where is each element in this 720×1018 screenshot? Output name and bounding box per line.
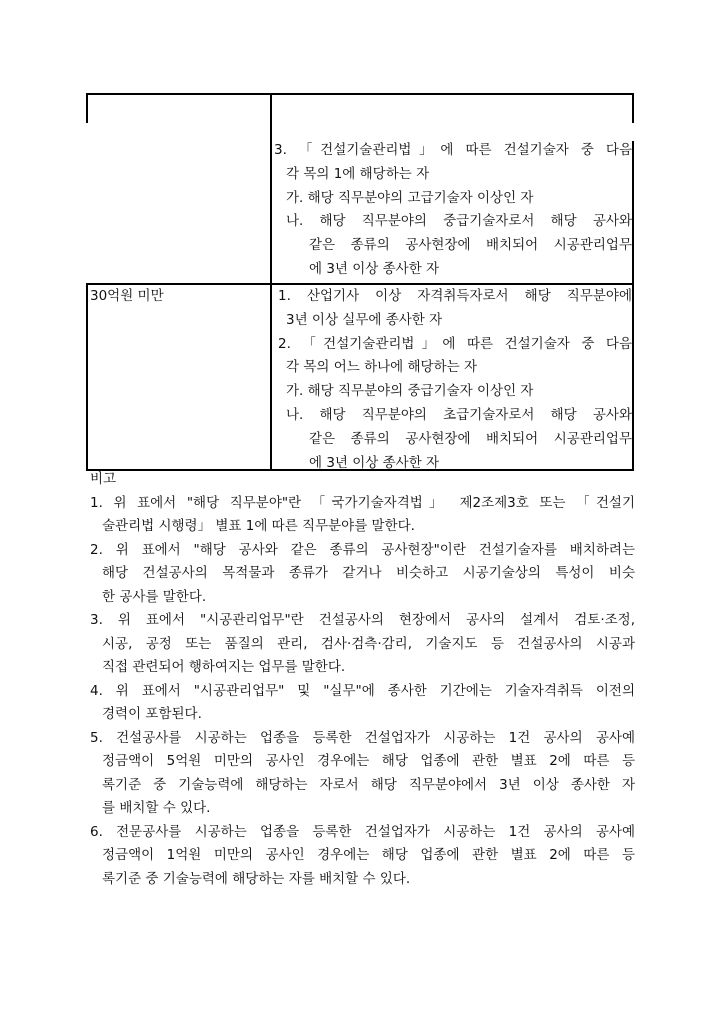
- row-a-line: 각 목의 1에 해당하는 자: [286, 165, 430, 182]
- row-a-line: 같은 종류의 공사현장에 배치되어 시공관리업무: [309, 237, 632, 254]
- row-b-line: 3년 이상 실무에 종사한 자: [286, 311, 443, 328]
- remarks-line: 5. 건설공사를 시공하는 업종을 등록한 건설업자가 시공하는 1건 공사의 공사예: [90, 729, 635, 746]
- remarks-line: 경력이 포함된다.: [102, 706, 202, 722]
- table-right-border: [632, 141, 634, 470]
- remarks-line: 술관리법 시행령」 별표 1에 따른 직무분야를 말한다.: [102, 518, 415, 534]
- remarks-line: 한 공사를 말한다.: [102, 588, 207, 605]
- remarks-line: 정금액이 1억원 미만의 공사인 경우에는 해당 업종에 관한 별표 2에 따른 등: [102, 847, 635, 863]
- table-left-border-top: [86, 93, 88, 123]
- remarks-line: 록기준 중 기술능력에 해당하는 자를 배치할 수 있다.: [102, 870, 411, 887]
- table-left-border: [86, 283, 88, 470]
- row-b-label: 30억원 미만: [90, 288, 164, 304]
- remarks-line: 1. 위 표에서 "해당 직무분야"란 「국가기술자격법」 제2조제3호 또는 「건설기: [90, 494, 635, 511]
- remarks-line: 직접 관련되어 행하여지는 업무를 말한다.: [102, 659, 346, 675]
- row-b-line: 각 목의 어느 하나에 해당하는 자: [286, 359, 477, 376]
- remarks-line: 6. 전문공사를 시공하는 업종을 등록한 건설업자가 시공하는 1건 공사의 공사예: [90, 823, 635, 840]
- row-a-content: [274, 139, 632, 282]
- remarks-line: 2. 위 표에서 "해당 공사와 같은 종류의 공사현장"이란 건설기술자를 배치하려는: [90, 541, 635, 558]
- remarks-line: 3. 위 표에서 "시공관리업무"란 건설공사의 현장에서 공사의 설계서 검토·조정,: [90, 612, 635, 628]
- row-b-line: 1. 산업기사 이상 자격취득자로서 해당 직무분야에: [278, 288, 632, 304]
- remarks-line: 록기준 중 기술능력에 해당하는 자로서 해당 직무분야에서 3년 이상 종사한 자: [102, 776, 635, 793]
- row-b-line: 가. 해당 직무분야의 중급기술자 이상인 자: [286, 383, 534, 400]
- table-column-divider: [270, 93, 272, 470]
- row-a-line: 나. 해당 직무분야의 중급기술자로서 해당 공사와: [286, 213, 632, 230]
- row-b-line: 나. 해당 직무분야의 초급기술자로서 해당 공사와: [286, 406, 632, 423]
- row-b-line: 에 3년 이상 종사한 자: [309, 454, 440, 471]
- row-b-line: 2. 「건설기술관리법」에 따른 건설기술자 중 다음: [278, 335, 632, 352]
- remarks-line: 시공, 공정 또는 품질의 관리, 검사·검측·감리, 기술지도 등 건설공사의 시공과: [102, 635, 635, 652]
- remarks-line: 정금액이 5억원 미만의 공사인 경우에는 해당 업종에 관한 별표 2에 따른 등: [102, 753, 635, 769]
- row-a-line: 에 3년 이상 종사한 자: [309, 260, 440, 277]
- table-top-border: [86, 93, 634, 95]
- remarks-line: 해당 건설공사의 목적물과 종류가 같거나 비슷하고 시공기술상의 특성이 비슷: [102, 565, 635, 581]
- row-b-content: [274, 285, 632, 475]
- remarks-section: [90, 468, 635, 891]
- row-a-line: 가. 해당 직무분야의 고급기술자 이상인 자: [286, 189, 534, 206]
- remarks-line: 4. 위 표에서 "시공관리업무" 및 "실무"에 종사한 기간에는 기술자격취득 이전의: [90, 682, 635, 699]
- remarks-line: 를 배치할 수 있다.: [102, 800, 211, 816]
- requirements-table: [86, 93, 634, 470]
- remarks-heading: 비고: [90, 471, 117, 487]
- table-right-border-top: [632, 93, 634, 123]
- row-a-line: 3. 「건설기술관리법」에 따른 건설기술자 중 다음: [274, 142, 632, 158]
- row-b-line: 같은 종류의 공사현장에 배치되어 시공관리업무: [309, 430, 632, 447]
